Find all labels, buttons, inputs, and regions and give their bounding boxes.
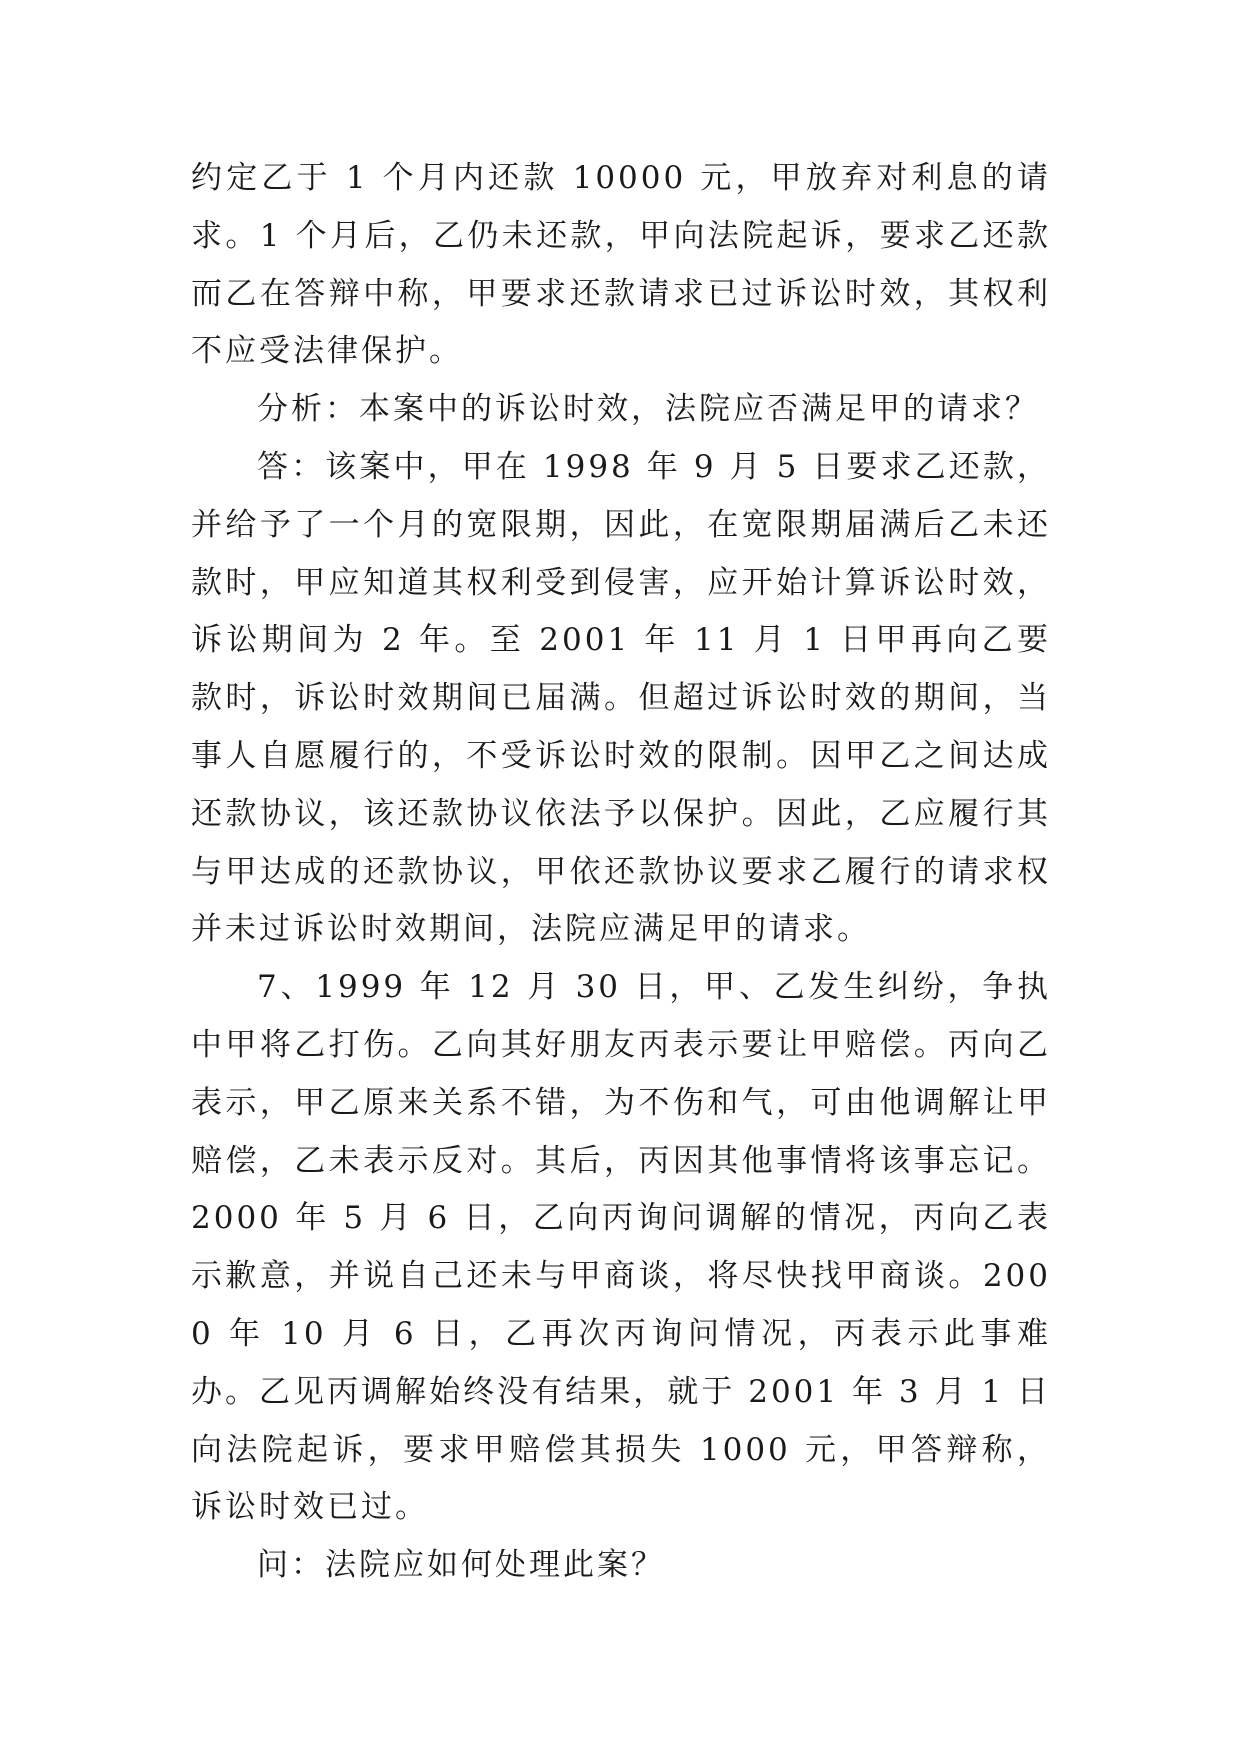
document-body	[191, 150, 1051, 1595]
paragraph-final-question: 问：法院应如何处理此案？	[257, 1547, 665, 1584]
paragraph-answer: 答：该案中，甲在 1998 年 9 月 5 日要求乙还款，并给予了一个月的宽限期，因此，在宽限期届满后乙未还款时，甲应知道其权利受到侵害，应开始计算诉讼时效，诉讼期间为 2 年。至 2001 年 11 月 1 日甲再向乙要款时，诉讼时效期间已届满。但超过诉讼时效的期间，当事人自愿履行的，不受诉讼时效的限制。因甲乙之间达成还款协议，该还款协议依法予以保护。因此，乙应履行其与甲达成的还款协议，甲依还款协议要求乙履行的请求权并未过诉讼时效期间，法院应满足甲的请求。	[191, 448, 1051, 948]
paragraph-case-7: 7、1999 年 12 月 30 日，甲、乙发生纠纷，争执中甲将乙打伤。乙向其好朋友丙表示要让甲赔偿。丙向乙表示，甲乙原来关系不错，为不伤和气，可由他调解让甲赔偿，乙未表示反对。其后，丙因其他事情将该事忘记。2000 年 5 月 6 日，乙向丙询问调解的情况，丙向乙表示歉意，并说自己还未与甲商谈，将尽快找甲商谈。2000 年 10 月 6 日，乙再次丙询问情况，丙表示此事难办。乙见丙调解始终没有结果，就于 2001 年 3 月 1 日向法院起诉，要求甲赔偿其损失 1000 元，甲答辩称，诉讼时效已过。	[191, 969, 1051, 1526]
paragraph-analysis-question: 分析：本案中的诉讼时效，法院应否满足甲的请求？	[257, 391, 1039, 428]
paragraph-case-continuation: 约定乙于 1 个月内还款 10000 元，甲放弃对利息的请求。1 个月后，乙仍未还款，甲向法院起诉，要求乙还款而乙在答辩中称，甲要求还款请求已过诉讼时效，其权利不应受法律保护。	[191, 160, 1051, 370]
